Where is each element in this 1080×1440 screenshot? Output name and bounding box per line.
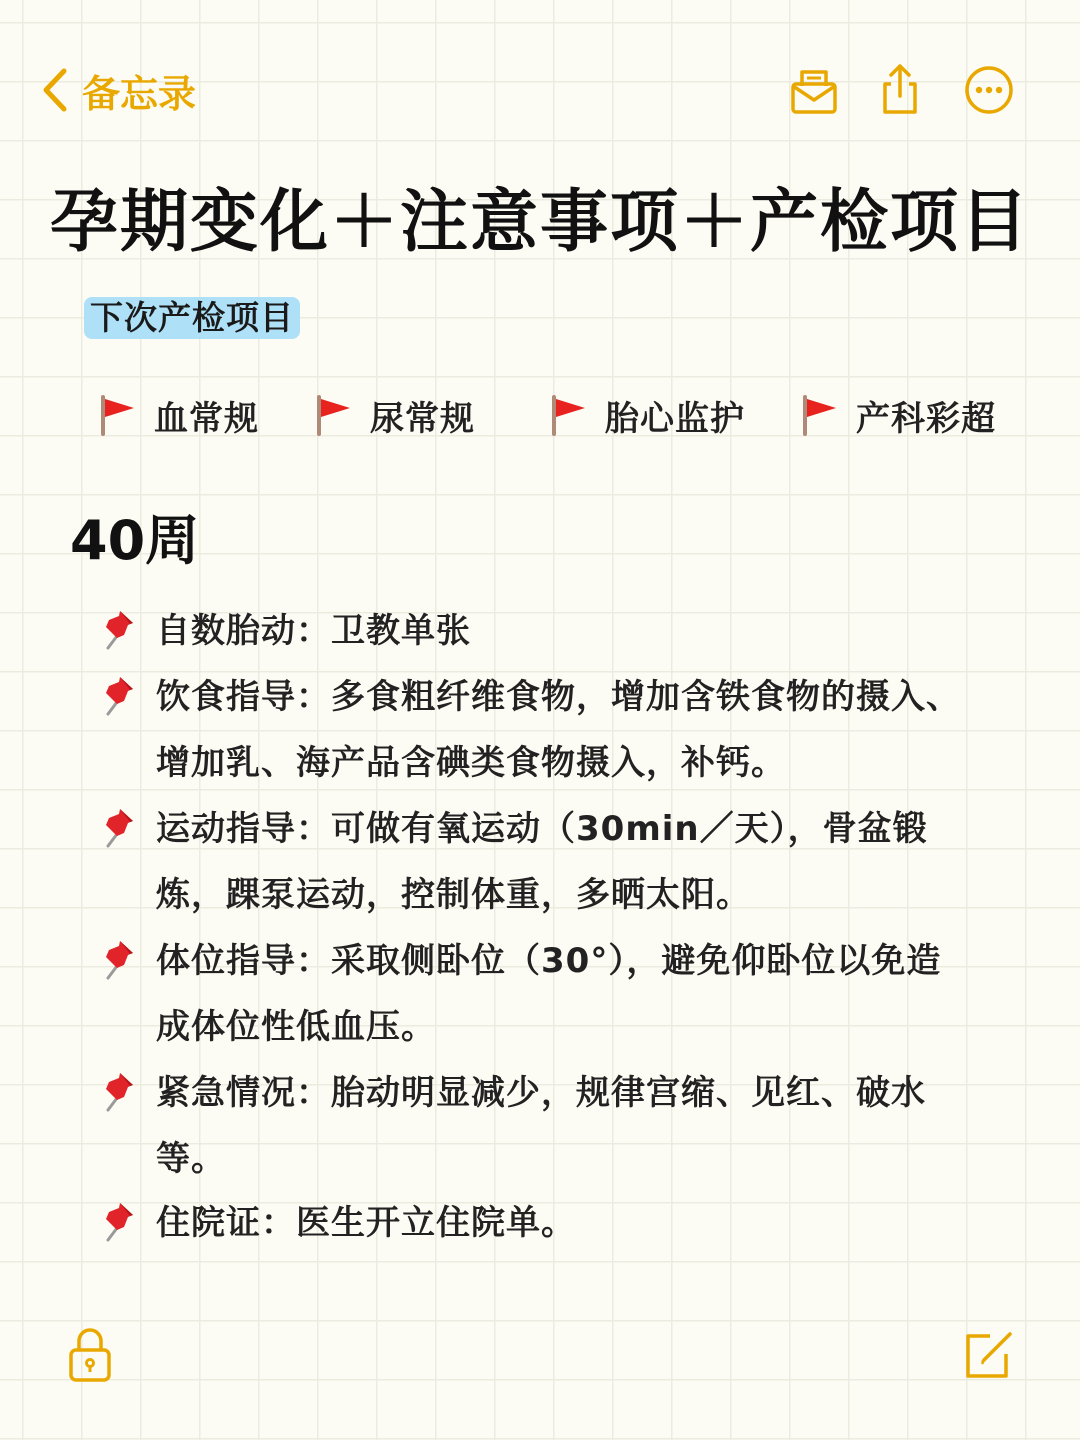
more-icon <box>963 64 1015 116</box>
note-item-text: 饮食指导：多食粗纤维食物，增加含铁食物的摄入、增加乳、海产品含碘类食物摄入，补钙。 <box>156 677 961 783</box>
note-item-text: 紧急情况：胎动明显减少，规律宫缩、见红、破水等。 <box>156 1073 926 1179</box>
note-item-text: 住院证：医生开立住院单。 <box>156 1203 576 1243</box>
note-item-text: 运动指导：可做有氧运动（30min／天），骨盆锻炼，踝泵运动，控制体重，多晒太阳。 <box>156 809 928 915</box>
back-label: 备忘录 <box>82 71 197 116</box>
week-heading: 40周 <box>70 509 200 572</box>
checklist-item <box>800 390 996 440</box>
checklist-label: 胎心监护 <box>605 398 745 439</box>
pushpin-icon <box>100 1070 136 1114</box>
back-button[interactable] <box>40 62 196 118</box>
lock-icon <box>67 1324 113 1384</box>
note-item <box>100 928 970 1060</box>
checklist-label: 血常规 <box>154 398 259 439</box>
note-item <box>100 598 970 664</box>
share-icon <box>875 62 925 118</box>
share-button[interactable] <box>872 62 928 118</box>
mail-icon <box>788 64 840 116</box>
red-flag-icon <box>800 394 840 436</box>
checklist-item <box>549 390 745 440</box>
highlight-label: 下次产检项目 <box>84 297 300 339</box>
more-button[interactable] <box>961 62 1017 118</box>
note-item-text: 体位指导：采取侧卧位（30°），避免仰卧位以免造成体位性低血压。 <box>156 941 942 1047</box>
lock-button[interactable] <box>60 1322 120 1386</box>
chevron-left-icon <box>40 67 68 113</box>
pushpin-icon <box>100 1200 136 1244</box>
checklist-label: 产科彩超 <box>856 398 996 439</box>
pushpin-icon <box>100 608 136 652</box>
red-flag-icon <box>314 394 354 436</box>
mail-button[interactable] <box>786 62 842 118</box>
red-flag-icon <box>549 394 589 436</box>
checklist-label: 尿常规 <box>370 398 475 439</box>
note-item-text: 自数胎动：卫教单张 <box>156 611 471 651</box>
pushpin-icon <box>100 674 136 718</box>
note-title: 孕期变化＋注意事项＋产检项目 <box>49 183 1030 262</box>
note-item <box>100 1060 970 1192</box>
compose-button[interactable] <box>958 1322 1018 1386</box>
note-item <box>100 664 970 796</box>
pushpin-icon <box>100 938 136 982</box>
note-item <box>100 1190 970 1256</box>
checklist-item <box>98 390 259 440</box>
pushpin-icon <box>100 806 136 850</box>
note-item <box>100 796 970 928</box>
red-flag-icon <box>98 394 138 436</box>
compose-icon <box>960 1326 1016 1382</box>
checklist-item <box>314 390 475 440</box>
